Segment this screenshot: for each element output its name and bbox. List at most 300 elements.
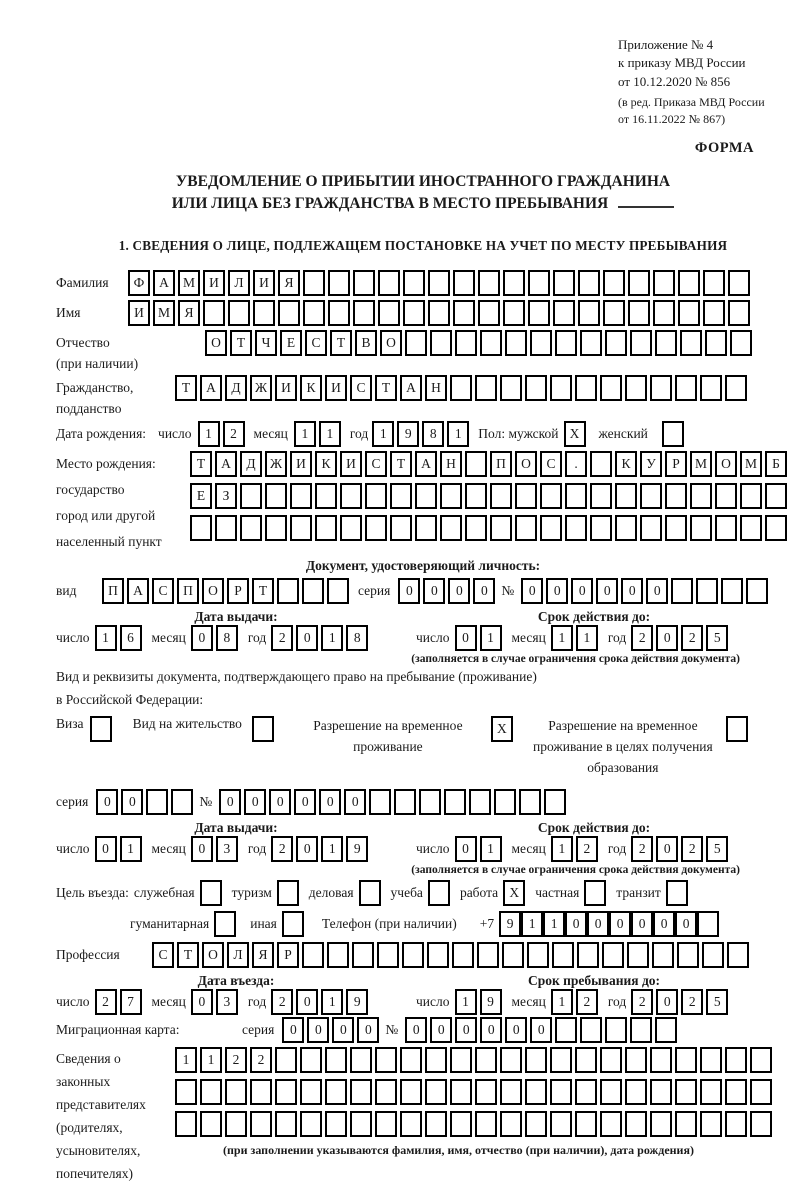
char-cell[interactable]: 2	[271, 836, 293, 862]
char-cell[interactable]	[702, 942, 724, 968]
char-cell[interactable]	[440, 483, 462, 509]
char-cell[interactable]: 0	[296, 625, 318, 651]
char-cell[interactable]	[553, 270, 575, 296]
char-cell[interactable]: И	[325, 375, 347, 401]
char-cell[interactable]: 0	[656, 836, 678, 862]
passport-kind-cells[interactable]	[102, 578, 352, 604]
char-cell[interactable]	[475, 1079, 497, 1105]
char-cell[interactable]	[725, 1079, 747, 1105]
char-cell[interactable]	[665, 483, 687, 509]
char-cell[interactable]	[703, 270, 725, 296]
char-cell[interactable]	[265, 483, 287, 509]
char-cell[interactable]: Р	[227, 578, 249, 604]
char-cell[interactable]	[378, 300, 400, 326]
char-cell[interactable]: 0	[587, 911, 609, 937]
char-cell[interactable]	[578, 300, 600, 326]
char-cell[interactable]	[540, 515, 562, 541]
passport-issue-day[interactable]	[95, 625, 145, 651]
char-cell[interactable]	[490, 515, 512, 541]
birth-year-cells[interactable]	[372, 421, 472, 447]
char-cell[interactable]	[327, 942, 349, 968]
char-cell[interactable]	[400, 1079, 422, 1105]
char-cell[interactable]: 0	[565, 911, 587, 937]
char-cell[interactable]	[369, 789, 391, 815]
char-cell[interactable]	[650, 1111, 672, 1137]
char-cell[interactable]	[428, 880, 450, 906]
char-cell[interactable]	[315, 515, 337, 541]
char-cell[interactable]	[721, 578, 743, 604]
stay-day[interactable]	[455, 989, 505, 1015]
char-cell[interactable]	[666, 880, 688, 906]
phone-cells[interactable]	[499, 911, 719, 937]
char-cell[interactable]: 7	[120, 989, 142, 1015]
char-cell[interactable]: Я	[252, 942, 274, 968]
char-cell[interactable]: А	[415, 451, 437, 477]
char-cell[interactable]	[171, 789, 193, 815]
residence-valid-year[interactable]	[631, 836, 731, 862]
char-cell[interactable]	[425, 1079, 447, 1105]
char-cell[interactable]	[746, 578, 768, 604]
char-cell[interactable]: Т	[252, 578, 274, 604]
char-cell[interactable]	[353, 270, 375, 296]
profession-cells[interactable]	[152, 942, 752, 968]
char-cell[interactable]	[540, 483, 562, 509]
char-cell[interactable]: 5	[706, 625, 728, 651]
char-cell[interactable]	[350, 1047, 372, 1073]
char-cell[interactable]: О	[380, 330, 402, 356]
char-cell[interactable]	[277, 578, 299, 604]
char-cell[interactable]: 0	[191, 989, 213, 1015]
char-cell[interactable]: 1	[480, 625, 502, 651]
char-cell[interactable]	[565, 515, 587, 541]
char-cell[interactable]	[603, 270, 625, 296]
stay-month[interactable]	[551, 989, 601, 1015]
char-cell[interactable]	[290, 483, 312, 509]
char-cell[interactable]	[650, 375, 672, 401]
char-cell[interactable]	[365, 483, 387, 509]
char-cell[interactable]	[550, 1047, 572, 1073]
char-cell[interactable]	[527, 942, 549, 968]
char-cell[interactable]	[628, 270, 650, 296]
char-cell[interactable]: Д	[240, 451, 262, 477]
char-cell[interactable]	[678, 300, 700, 326]
char-cell[interactable]: Ж	[265, 451, 287, 477]
char-cell[interactable]	[528, 300, 550, 326]
char-cell[interactable]: 8	[422, 421, 444, 447]
char-cell[interactable]	[415, 515, 437, 541]
char-cell[interactable]: Л	[227, 942, 249, 968]
char-cell[interactable]: 1	[521, 911, 543, 937]
char-cell[interactable]: Т	[175, 375, 197, 401]
char-cell[interactable]	[402, 942, 424, 968]
birth-place-cells-1[interactable]	[190, 451, 790, 477]
char-cell[interactable]	[200, 880, 222, 906]
char-cell[interactable]	[628, 300, 650, 326]
char-cell[interactable]	[627, 942, 649, 968]
char-cell[interactable]	[175, 1111, 197, 1137]
char-cell[interactable]	[265, 515, 287, 541]
char-cell[interactable]	[730, 330, 752, 356]
sex-male-checkbox[interactable]	[564, 421, 589, 447]
char-cell[interactable]	[475, 375, 497, 401]
char-cell[interactable]: 8	[346, 625, 368, 651]
char-cell[interactable]	[515, 483, 537, 509]
char-cell[interactable]: 0	[546, 578, 568, 604]
char-cell[interactable]	[640, 483, 662, 509]
char-cell[interactable]: М	[153, 300, 175, 326]
char-cell[interactable]: X	[491, 716, 513, 742]
char-cell[interactable]	[453, 270, 475, 296]
visa-checkbox[interactable]	[90, 716, 115, 742]
char-cell[interactable]: В	[355, 330, 377, 356]
char-cell[interactable]: О	[205, 330, 227, 356]
char-cell[interactable]: К	[315, 451, 337, 477]
char-cell[interactable]: 0	[344, 789, 366, 815]
char-cell[interactable]	[655, 330, 677, 356]
char-cell[interactable]: Ж	[250, 375, 272, 401]
char-cell[interactable]	[303, 300, 325, 326]
char-cell[interactable]: П	[177, 578, 199, 604]
char-cell[interactable]	[700, 375, 722, 401]
char-cell[interactable]: 0	[96, 789, 118, 815]
char-cell[interactable]	[765, 483, 787, 509]
char-cell[interactable]: 2	[250, 1047, 272, 1073]
char-cell[interactable]	[328, 300, 350, 326]
char-cell[interactable]: 9	[499, 911, 521, 937]
char-cell[interactable]: 0	[631, 911, 653, 937]
char-cell[interactable]	[250, 1079, 272, 1105]
char-cell[interactable]	[615, 483, 637, 509]
char-cell[interactable]: 3	[216, 836, 238, 862]
char-cell[interactable]	[650, 1079, 672, 1105]
char-cell[interactable]	[480, 330, 502, 356]
char-cell[interactable]: 1	[372, 421, 394, 447]
char-cell[interactable]	[528, 270, 550, 296]
char-cell[interactable]: Я	[178, 300, 200, 326]
char-cell[interactable]: 2	[95, 989, 117, 1015]
char-cell[interactable]	[282, 911, 304, 937]
char-cell[interactable]: 0	[269, 789, 291, 815]
char-cell[interactable]	[203, 300, 225, 326]
char-cell[interactable]: 0	[455, 625, 477, 651]
char-cell[interactable]	[553, 300, 575, 326]
char-cell[interactable]	[602, 942, 624, 968]
char-cell[interactable]	[300, 1111, 322, 1137]
char-cell[interactable]: 2	[271, 625, 293, 651]
residence-permit-checkbox[interactable]	[252, 716, 277, 742]
char-cell[interactable]	[403, 300, 425, 326]
char-cell[interactable]	[252, 716, 274, 742]
char-cell[interactable]	[590, 451, 612, 477]
char-cell[interactable]	[650, 1047, 672, 1073]
char-cell[interactable]	[350, 1111, 372, 1137]
char-cell[interactable]	[365, 515, 387, 541]
char-cell[interactable]	[600, 1079, 622, 1105]
purpose-gumanitarnaya-checkbox[interactable]	[214, 911, 236, 937]
char-cell[interactable]: 0	[357, 1017, 379, 1043]
char-cell[interactable]	[700, 1111, 722, 1137]
char-cell[interactable]	[444, 789, 466, 815]
temp-permit-edu-checkbox[interactable]	[726, 716, 751, 742]
char-cell[interactable]	[494, 789, 516, 815]
char-cell[interactable]	[478, 270, 500, 296]
char-cell[interactable]: 0	[571, 578, 593, 604]
char-cell[interactable]	[502, 942, 524, 968]
char-cell[interactable]: С	[540, 451, 562, 477]
char-cell[interactable]	[302, 578, 324, 604]
passport-issue-month[interactable]	[191, 625, 241, 651]
char-cell[interactable]	[544, 789, 566, 815]
char-cell[interactable]	[200, 1079, 222, 1105]
char-cell[interactable]	[405, 330, 427, 356]
char-cell[interactable]: Я	[278, 270, 300, 296]
char-cell[interactable]	[378, 270, 400, 296]
residence-number-cells[interactable]	[219, 789, 569, 815]
char-cell[interactable]	[525, 1079, 547, 1105]
char-cell[interactable]: О	[515, 451, 537, 477]
char-cell[interactable]: 2	[225, 1047, 247, 1073]
char-cell[interactable]: Ф	[128, 270, 150, 296]
char-cell[interactable]: 1	[294, 421, 316, 447]
char-cell[interactable]	[728, 270, 750, 296]
char-cell[interactable]	[500, 1111, 522, 1137]
char-cell[interactable]: 0	[609, 911, 631, 937]
char-cell[interactable]	[375, 1079, 397, 1105]
char-cell[interactable]: 1	[321, 625, 343, 651]
migration-number-cells[interactable]	[405, 1017, 680, 1043]
char-cell[interactable]	[525, 375, 547, 401]
char-cell[interactable]	[550, 1079, 572, 1105]
char-cell[interactable]: 1	[321, 836, 343, 862]
char-cell[interactable]: X	[503, 880, 525, 906]
char-cell[interactable]: 1	[551, 625, 573, 651]
char-cell[interactable]: 2	[631, 625, 653, 651]
char-cell[interactable]: 2	[576, 836, 598, 862]
char-cell[interactable]: 0	[244, 789, 266, 815]
char-cell[interactable]	[469, 789, 491, 815]
char-cell[interactable]	[450, 1111, 472, 1137]
name-cells[interactable]	[128, 300, 753, 326]
surname-cells[interactable]	[128, 270, 753, 296]
char-cell[interactable]: С	[152, 578, 174, 604]
char-cell[interactable]	[615, 515, 637, 541]
char-cell[interactable]	[146, 789, 168, 815]
char-cell[interactable]: 0	[621, 578, 643, 604]
char-cell[interactable]: И	[275, 375, 297, 401]
birth-month-cells[interactable]	[294, 421, 344, 447]
residence-issue-day[interactable]	[95, 836, 145, 862]
char-cell[interactable]: 9	[397, 421, 419, 447]
char-cell[interactable]	[700, 1079, 722, 1105]
char-cell[interactable]	[214, 911, 236, 937]
char-cell[interactable]: 0	[596, 578, 618, 604]
char-cell[interactable]: 5	[706, 836, 728, 862]
residence-issue-year[interactable]	[271, 836, 371, 862]
char-cell[interactable]	[478, 300, 500, 326]
char-cell[interactable]	[662, 421, 684, 447]
char-cell[interactable]	[302, 942, 324, 968]
migration-series-cells[interactable]	[282, 1017, 382, 1043]
char-cell[interactable]	[705, 330, 727, 356]
char-cell[interactable]	[625, 1111, 647, 1137]
char-cell[interactable]	[325, 1111, 347, 1137]
char-cell[interactable]: 0	[675, 911, 697, 937]
char-cell[interactable]	[696, 578, 718, 604]
char-cell[interactable]	[390, 515, 412, 541]
char-cell[interactable]: Д	[225, 375, 247, 401]
char-cell[interactable]	[590, 515, 612, 541]
char-cell[interactable]	[715, 515, 737, 541]
char-cell[interactable]	[580, 1017, 602, 1043]
char-cell[interactable]	[427, 942, 449, 968]
stay-year[interactable]	[631, 989, 731, 1015]
char-cell[interactable]	[90, 716, 112, 742]
char-cell[interactable]	[275, 1111, 297, 1137]
char-cell[interactable]	[765, 515, 787, 541]
char-cell[interactable]: Р	[277, 942, 299, 968]
char-cell[interactable]: 0	[319, 789, 341, 815]
char-cell[interactable]	[452, 942, 474, 968]
char-cell[interactable]	[727, 942, 749, 968]
char-cell[interactable]	[725, 1111, 747, 1137]
char-cell[interactable]	[584, 880, 606, 906]
char-cell[interactable]	[675, 1079, 697, 1105]
residence-series-cells[interactable]	[96, 789, 196, 815]
char-cell[interactable]: 0	[296, 989, 318, 1015]
char-cell[interactable]: 0	[521, 578, 543, 604]
passport-valid-day[interactable]	[455, 625, 505, 651]
char-cell[interactable]	[377, 942, 399, 968]
char-cell[interactable]	[350, 1079, 372, 1105]
char-cell[interactable]	[175, 1079, 197, 1105]
char-cell[interactable]	[300, 1079, 322, 1105]
char-cell[interactable]	[750, 1047, 772, 1073]
char-cell[interactable]	[359, 880, 381, 906]
char-cell[interactable]: 0	[332, 1017, 354, 1043]
birth-day-cells[interactable]	[198, 421, 248, 447]
char-cell[interactable]	[428, 300, 450, 326]
char-cell[interactable]	[503, 270, 525, 296]
char-cell[interactable]	[400, 1111, 422, 1137]
char-cell[interactable]	[328, 270, 350, 296]
char-cell[interactable]: С	[365, 451, 387, 477]
char-cell[interactable]	[340, 515, 362, 541]
char-cell[interactable]: А	[215, 451, 237, 477]
char-cell[interactable]: 0	[423, 578, 445, 604]
char-cell[interactable]: Н	[425, 375, 447, 401]
guardians-cells-3[interactable]	[175, 1111, 775, 1137]
char-cell[interactable]	[675, 375, 697, 401]
char-cell[interactable]	[550, 375, 572, 401]
char-cell[interactable]: 0	[656, 989, 678, 1015]
char-cell[interactable]: К	[300, 375, 322, 401]
char-cell[interactable]	[340, 483, 362, 509]
char-cell[interactable]: Т	[190, 451, 212, 477]
char-cell[interactable]	[375, 1047, 397, 1073]
char-cell[interactable]: 2	[631, 989, 653, 1015]
char-cell[interactable]	[375, 1111, 397, 1137]
char-cell[interactable]	[400, 1047, 422, 1073]
char-cell[interactable]	[327, 578, 349, 604]
passport-valid-year[interactable]	[631, 625, 731, 651]
char-cell[interactable]	[603, 300, 625, 326]
char-cell[interactable]: С	[305, 330, 327, 356]
char-cell[interactable]	[450, 1047, 472, 1073]
char-cell[interactable]	[303, 270, 325, 296]
residence-valid-month[interactable]	[551, 836, 601, 862]
char-cell[interactable]	[671, 578, 693, 604]
char-cell[interactable]	[250, 1111, 272, 1137]
char-cell[interactable]	[477, 942, 499, 968]
guardians-cells-1[interactable]	[175, 1047, 775, 1073]
char-cell[interactable]	[600, 1047, 622, 1073]
char-cell[interactable]	[450, 375, 472, 401]
char-cell[interactable]: 0	[430, 1017, 452, 1043]
char-cell[interactable]: М	[690, 451, 712, 477]
char-cell[interactable]: 0	[294, 789, 316, 815]
char-cell[interactable]	[475, 1047, 497, 1073]
passport-number-cells[interactable]	[521, 578, 771, 604]
char-cell[interactable]	[275, 1079, 297, 1105]
char-cell[interactable]	[428, 270, 450, 296]
char-cell[interactable]: 2	[223, 421, 245, 447]
char-cell[interactable]	[500, 375, 522, 401]
char-cell[interactable]	[325, 1047, 347, 1073]
purpose-tranzit-checkbox[interactable]	[666, 880, 688, 906]
char-cell[interactable]: 0	[505, 1017, 527, 1043]
passport-issue-year[interactable]	[271, 625, 371, 651]
char-cell[interactable]	[690, 483, 712, 509]
char-cell[interactable]: 5	[706, 989, 728, 1015]
char-cell[interactable]	[515, 515, 537, 541]
char-cell[interactable]: 1	[543, 911, 565, 937]
char-cell[interactable]: 2	[576, 989, 598, 1015]
char-cell[interactable]: 1	[198, 421, 220, 447]
char-cell[interactable]	[550, 1111, 572, 1137]
char-cell[interactable]: 0	[307, 1017, 329, 1043]
char-cell[interactable]	[419, 789, 441, 815]
char-cell[interactable]: 1	[455, 989, 477, 1015]
char-cell[interactable]	[678, 270, 700, 296]
char-cell[interactable]: О	[202, 578, 224, 604]
char-cell[interactable]: Н	[440, 451, 462, 477]
char-cell[interactable]	[625, 1047, 647, 1073]
char-cell[interactable]	[726, 716, 748, 742]
char-cell[interactable]: О	[715, 451, 737, 477]
char-cell[interactable]: 2	[681, 989, 703, 1015]
char-cell[interactable]	[440, 515, 462, 541]
char-cell[interactable]	[240, 483, 262, 509]
char-cell[interactable]: Т	[375, 375, 397, 401]
residence-valid-day[interactable]	[455, 836, 505, 862]
char-cell[interactable]: 1	[120, 836, 142, 862]
char-cell[interactable]: 1	[551, 989, 573, 1015]
char-cell[interactable]: И	[128, 300, 150, 326]
char-cell[interactable]: А	[200, 375, 222, 401]
char-cell[interactable]	[677, 942, 699, 968]
char-cell[interactable]: 0	[191, 625, 213, 651]
char-cell[interactable]: 1	[447, 421, 469, 447]
char-cell[interactable]	[605, 330, 627, 356]
char-cell[interactable]	[290, 515, 312, 541]
char-cell[interactable]	[680, 330, 702, 356]
char-cell[interactable]: 0	[296, 836, 318, 862]
char-cell[interactable]	[725, 1047, 747, 1073]
char-cell[interactable]	[640, 515, 662, 541]
char-cell[interactable]	[590, 483, 612, 509]
char-cell[interactable]: Е	[280, 330, 302, 356]
char-cell[interactable]	[500, 1047, 522, 1073]
